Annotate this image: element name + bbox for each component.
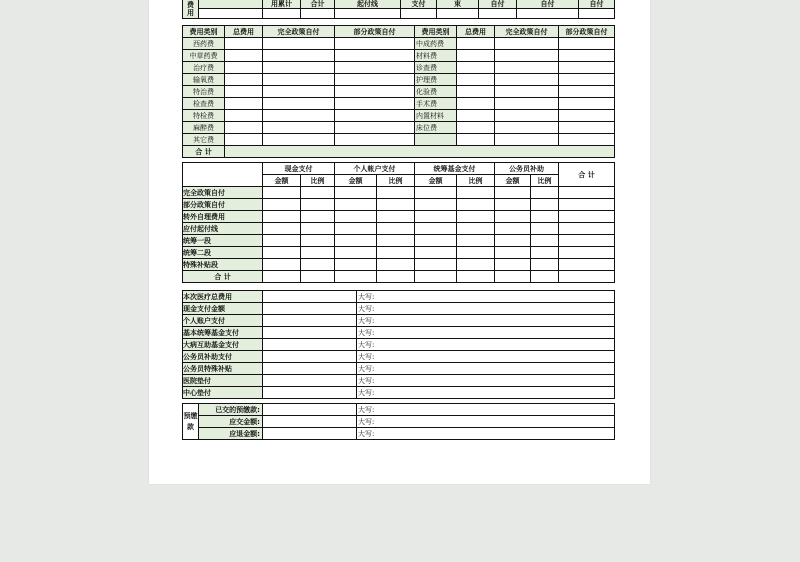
input-cell[interactable] xyxy=(335,199,377,211)
input-cell[interactable] xyxy=(377,211,415,223)
input-cell[interactable] xyxy=(301,235,335,247)
top-header-cell: 束 xyxy=(437,0,479,9)
daxie-input[interactable] xyxy=(379,363,615,375)
daxie-label: 大写: xyxy=(357,428,379,440)
daxie-input[interactable] xyxy=(379,315,615,327)
amount-input[interactable] xyxy=(263,351,357,363)
daxie-label: 大写: xyxy=(357,375,379,387)
input-cell[interactable] xyxy=(335,62,415,74)
ratio-header: 比例 xyxy=(377,175,415,187)
amount-input[interactable] xyxy=(263,327,357,339)
input-cell[interactable] xyxy=(559,211,615,223)
input-cell[interactable] xyxy=(559,271,615,283)
prepay-section xyxy=(182,403,614,440)
input-cell[interactable] xyxy=(457,38,495,50)
summary-label: 本次医疗总费用 xyxy=(183,291,263,303)
input-cell[interactable] xyxy=(495,98,559,110)
input-cell[interactable] xyxy=(415,199,457,211)
input-cell[interactable] xyxy=(225,86,263,98)
input-cell[interactable] xyxy=(263,38,335,50)
input-cell[interactable] xyxy=(377,259,415,271)
input-cell[interactable] xyxy=(263,247,301,259)
input-cell[interactable] xyxy=(301,9,335,19)
top-left-label: 费 用 xyxy=(183,0,199,19)
input-cell[interactable] xyxy=(301,247,335,259)
amount-header: 金额 xyxy=(495,175,531,187)
summary-section xyxy=(182,290,614,399)
input-cell[interactable] xyxy=(457,187,495,199)
prepay-label: 已交的预缴款: xyxy=(199,404,263,416)
category-label: 诊查费 xyxy=(415,62,457,74)
top-header-table xyxy=(182,0,615,19)
col-header: 总费用 xyxy=(225,26,263,38)
daxie-input[interactable] xyxy=(379,416,615,428)
input-cell[interactable] xyxy=(377,199,415,211)
amount-input[interactable] xyxy=(263,428,357,440)
input-cell[interactable] xyxy=(531,223,559,235)
amount-header: 金额 xyxy=(263,175,301,187)
input-cell[interactable] xyxy=(495,122,559,134)
category-label: 治疗费 xyxy=(183,62,225,74)
input-cell[interactable] xyxy=(263,259,301,271)
category-label: 中草药费 xyxy=(183,50,225,62)
input-cell[interactable] xyxy=(495,50,559,62)
daxie-label: 大写: xyxy=(357,363,379,375)
daxie-label: 大写: xyxy=(357,387,379,399)
category-label: 西药费 xyxy=(183,38,225,50)
input-cell[interactable] xyxy=(579,9,615,19)
blank-header xyxy=(183,163,263,187)
input-cell[interactable] xyxy=(263,122,335,134)
input-cell[interactable] xyxy=(559,247,615,259)
input-cell[interactable] xyxy=(531,235,559,247)
input-cell[interactable] xyxy=(415,235,457,247)
fee-category-table xyxy=(182,25,615,158)
input-cell[interactable] xyxy=(225,74,263,86)
input-cell[interactable] xyxy=(415,187,457,199)
col-header: 完全政策自付 xyxy=(263,26,335,38)
category-label: 特治费 xyxy=(183,86,225,98)
input-cell[interactable] xyxy=(377,271,415,283)
top-header-cell: 自付 xyxy=(479,0,517,9)
category-label: 手术费 xyxy=(415,98,457,110)
input-cell[interactable] xyxy=(457,74,495,86)
input-cell[interactable] xyxy=(225,62,263,74)
summary-label: 公务员补助支付 xyxy=(183,351,263,363)
input-cell[interactable] xyxy=(495,271,531,283)
payment-row-label: 特殊补贴段 xyxy=(183,259,263,271)
category-label: 检查费 xyxy=(183,98,225,110)
amount-input[interactable] xyxy=(263,416,357,428)
input-cell[interactable] xyxy=(559,187,615,199)
summary-label: 现金支付金额 xyxy=(183,303,263,315)
daxie-input[interactable] xyxy=(379,351,615,363)
top-header-cell: 合计 xyxy=(301,0,335,9)
group-header: 个人帐户支付 xyxy=(335,163,415,175)
daxie-input[interactable] xyxy=(379,387,615,399)
daxie-input[interactable] xyxy=(379,303,615,315)
daxie-input[interactable] xyxy=(379,428,615,440)
daxie-label: 大写: xyxy=(357,327,379,339)
summary-label: 基本统筹基金支付 xyxy=(183,327,263,339)
input-cell[interactable] xyxy=(559,122,615,134)
input-cell[interactable] xyxy=(335,122,415,134)
daxie-input[interactable] xyxy=(379,339,615,351)
daxie-label: 大写: xyxy=(357,404,379,416)
input-cell[interactable] xyxy=(377,247,415,259)
top-header-cell: 自付 xyxy=(517,0,579,9)
input-cell[interactable] xyxy=(263,9,301,19)
input-cell[interactable] xyxy=(301,259,335,271)
input-cell[interactable] xyxy=(495,211,531,223)
input-cell[interactable] xyxy=(457,211,495,223)
input-cell[interactable] xyxy=(335,223,377,235)
input-cell[interactable] xyxy=(301,211,335,223)
input-cell[interactable] xyxy=(225,50,263,62)
payment-section xyxy=(182,162,614,283)
ratio-header: 比例 xyxy=(531,175,559,187)
input-cell[interactable] xyxy=(457,199,495,211)
input-cell[interactable] xyxy=(225,98,263,110)
fee-category-section xyxy=(182,25,614,158)
category-label: 中成药费 xyxy=(415,38,457,50)
input-cell[interactable] xyxy=(377,235,415,247)
daxie-label: 大写: xyxy=(357,416,379,428)
input-cell[interactable] xyxy=(495,259,531,271)
summary-label: 医院垫付 xyxy=(183,375,263,387)
input-cell[interactable] xyxy=(263,74,335,86)
input-cell[interactable] xyxy=(335,110,415,122)
input-cell[interactable] xyxy=(301,223,335,235)
input-cell[interactable] xyxy=(531,199,559,211)
input-cell[interactable] xyxy=(457,247,495,259)
daxie-input[interactable] xyxy=(379,291,615,303)
payment-row-label: 统筹一段 xyxy=(183,235,263,247)
amount-input[interactable] xyxy=(263,339,357,351)
input-cell[interactable] xyxy=(301,199,335,211)
daxie-label: 大写: xyxy=(357,351,379,363)
total-cell[interactable] xyxy=(225,146,615,158)
input-cell[interactable] xyxy=(559,62,615,74)
input-cell[interactable] xyxy=(199,9,263,19)
prepay-table xyxy=(182,403,615,440)
input-cell[interactable] xyxy=(415,211,457,223)
amount-input[interactable] xyxy=(263,315,357,327)
amount-input[interactable] xyxy=(263,303,357,315)
category-label: 特检费 xyxy=(183,110,225,122)
input-cell[interactable] xyxy=(263,86,335,98)
amount-input[interactable] xyxy=(263,404,357,416)
ratio-header: 比例 xyxy=(457,175,495,187)
summary-label: 公务员特殊补贴 xyxy=(183,363,263,375)
input-cell[interactable] xyxy=(517,9,579,19)
category-label: 输氧费 xyxy=(183,74,225,86)
group-header: 统筹基金支付 xyxy=(415,163,495,175)
summary-table xyxy=(182,290,615,399)
input-cell[interactable] xyxy=(457,134,495,146)
category-label: 护理费 xyxy=(415,74,457,86)
input-cell[interactable] xyxy=(531,247,559,259)
col-header: 完全政策自付 xyxy=(495,26,559,38)
input-cell[interactable] xyxy=(457,98,495,110)
total-label: 合 计 xyxy=(183,271,263,283)
input-cell[interactable] xyxy=(335,134,415,146)
daxie-label: 大写: xyxy=(357,339,379,351)
top-header-cell: 支付 xyxy=(401,0,437,9)
input-cell[interactable] xyxy=(437,9,479,19)
col-header: 部分政策自付 xyxy=(559,26,615,38)
payment-row-label: 应付起付线 xyxy=(183,223,263,235)
input-cell[interactable] xyxy=(457,122,495,134)
summary-label: 中心垫付 xyxy=(183,387,263,399)
input-cell[interactable] xyxy=(263,50,335,62)
input-cell[interactable] xyxy=(415,223,457,235)
input-cell[interactable] xyxy=(401,9,437,19)
input-cell[interactable] xyxy=(495,86,559,98)
daxie-label: 大写: xyxy=(357,291,379,303)
input-cell[interactable] xyxy=(335,74,415,86)
ratio-header: 比例 xyxy=(301,175,335,187)
input-cell[interactable] xyxy=(495,235,531,247)
input-cell[interactable] xyxy=(335,247,377,259)
input-cell[interactable] xyxy=(495,74,559,86)
input-cell[interactable] xyxy=(335,50,415,62)
amount-input[interactable] xyxy=(263,375,357,387)
col-header: 费用类别 xyxy=(183,26,225,38)
input-cell[interactable] xyxy=(457,86,495,98)
amount-header: 金额 xyxy=(335,175,377,187)
input-cell[interactable] xyxy=(457,271,495,283)
input-cell[interactable] xyxy=(415,271,457,283)
input-cell[interactable] xyxy=(495,134,559,146)
category-label: 其它费 xyxy=(183,134,225,146)
input-cell[interactable] xyxy=(531,211,559,223)
input-cell[interactable] xyxy=(225,110,263,122)
input-cell[interactable] xyxy=(531,259,559,271)
input-cell[interactable] xyxy=(495,199,531,211)
payment-row-label: 统筹二段 xyxy=(183,247,263,259)
input-cell[interactable] xyxy=(335,38,415,50)
input-cell[interactable] xyxy=(457,223,495,235)
input-cell[interactable] xyxy=(559,38,615,50)
input-cell[interactable] xyxy=(225,38,263,50)
category-label: 床位费 xyxy=(415,122,457,134)
input-cell[interactable] xyxy=(559,74,615,86)
input-cell[interactable] xyxy=(415,259,457,271)
input-cell[interactable] xyxy=(377,187,415,199)
input-cell[interactable] xyxy=(263,187,301,199)
input-cell[interactable] xyxy=(263,271,301,283)
input-cell[interactable] xyxy=(335,235,377,247)
amount-header: 金额 xyxy=(415,175,457,187)
total-col-header: 合 计 xyxy=(559,163,615,187)
amount-input[interactable] xyxy=(263,363,357,375)
input-cell[interactable] xyxy=(457,235,495,247)
top-header-cell xyxy=(199,0,263,9)
daxie-input[interactable] xyxy=(379,375,615,387)
daxie-input[interactable] xyxy=(379,327,615,339)
group-header: 公务员补助 xyxy=(495,163,559,175)
input-cell[interactable] xyxy=(263,223,301,235)
input-cell[interactable] xyxy=(301,271,335,283)
category-label: 麻醉费 xyxy=(183,122,225,134)
daxie-label: 大写: xyxy=(357,303,379,315)
input-cell[interactable] xyxy=(457,50,495,62)
input-cell[interactable] xyxy=(335,98,415,110)
input-cell[interactable] xyxy=(531,271,559,283)
input-cell[interactable] xyxy=(495,38,559,50)
input-cell[interactable] xyxy=(559,98,615,110)
input-cell[interactable] xyxy=(495,247,531,259)
col-header: 部分政策自付 xyxy=(335,26,415,38)
group-header: 现金支付 xyxy=(263,163,335,175)
input-cell[interactable] xyxy=(559,110,615,122)
category-label: 内置材料 xyxy=(415,110,457,122)
input-cell[interactable] xyxy=(479,9,517,19)
input-cell[interactable] xyxy=(263,110,335,122)
input-cell[interactable] xyxy=(263,98,335,110)
payment-row-label: 完全政策自付 xyxy=(183,187,263,199)
input-cell[interactable] xyxy=(495,62,559,74)
category-label: 材料费 xyxy=(415,50,457,62)
input-cell[interactable] xyxy=(335,211,377,223)
input-cell[interactable] xyxy=(335,9,401,19)
top-header-cell: 自付 xyxy=(579,0,615,9)
daxie-label: 大写: xyxy=(357,315,379,327)
input-cell[interactable] xyxy=(225,122,263,134)
input-cell[interactable] xyxy=(263,199,301,211)
input-cell[interactable] xyxy=(495,187,531,199)
input-cell[interactable] xyxy=(457,110,495,122)
input-cell[interactable] xyxy=(559,199,615,211)
input-cell[interactable] xyxy=(415,247,457,259)
input-cell[interactable] xyxy=(559,223,615,235)
payment-table xyxy=(182,162,615,283)
input-cell[interactable] xyxy=(377,223,415,235)
input-cell[interactable] xyxy=(335,271,377,283)
top-header-cell: 起付线 xyxy=(335,0,401,9)
total-label: 合 计 xyxy=(183,146,225,158)
category-label xyxy=(415,134,457,146)
input-cell[interactable] xyxy=(559,235,615,247)
summary-label: 大病互助基金支付 xyxy=(183,339,263,351)
input-cell[interactable] xyxy=(263,134,335,146)
prepay-side-label: 预缴款 xyxy=(183,404,199,440)
daxie-input[interactable] xyxy=(379,404,615,416)
prepay-label: 应退金额: xyxy=(199,428,263,440)
input-cell[interactable] xyxy=(457,62,495,74)
input-cell[interactable] xyxy=(559,134,615,146)
input-cell[interactable] xyxy=(263,211,301,223)
input-cell[interactable] xyxy=(457,259,495,271)
input-cell[interactable] xyxy=(301,187,335,199)
input-cell[interactable] xyxy=(225,134,263,146)
input-cell[interactable] xyxy=(263,62,335,74)
input-cell[interactable] xyxy=(559,259,615,271)
input-cell[interactable] xyxy=(263,235,301,247)
top-header-section xyxy=(182,0,614,19)
payment-row-label: 转外自理费用 xyxy=(183,211,263,223)
input-cell[interactable] xyxy=(335,187,377,199)
col-header: 费用类别 xyxy=(415,26,457,38)
input-cell[interactable] xyxy=(335,259,377,271)
top-header-cell: 用累计 xyxy=(263,0,301,9)
col-header: 总费用 xyxy=(457,26,495,38)
category-label: 化验费 xyxy=(415,86,457,98)
amount-input[interactable] xyxy=(263,387,357,399)
input-cell[interactable] xyxy=(495,223,531,235)
input-cell[interactable] xyxy=(559,50,615,62)
payment-row-label: 部分政策自付 xyxy=(183,199,263,211)
prepay-label: 应交金额: xyxy=(199,416,263,428)
input-cell[interactable] xyxy=(531,187,559,199)
summary-label: 个人账户支付 xyxy=(183,315,263,327)
input-cell[interactable] xyxy=(335,86,415,98)
input-cell[interactable] xyxy=(495,110,559,122)
input-cell[interactable] xyxy=(559,86,615,98)
amount-input[interactable] xyxy=(263,291,357,303)
